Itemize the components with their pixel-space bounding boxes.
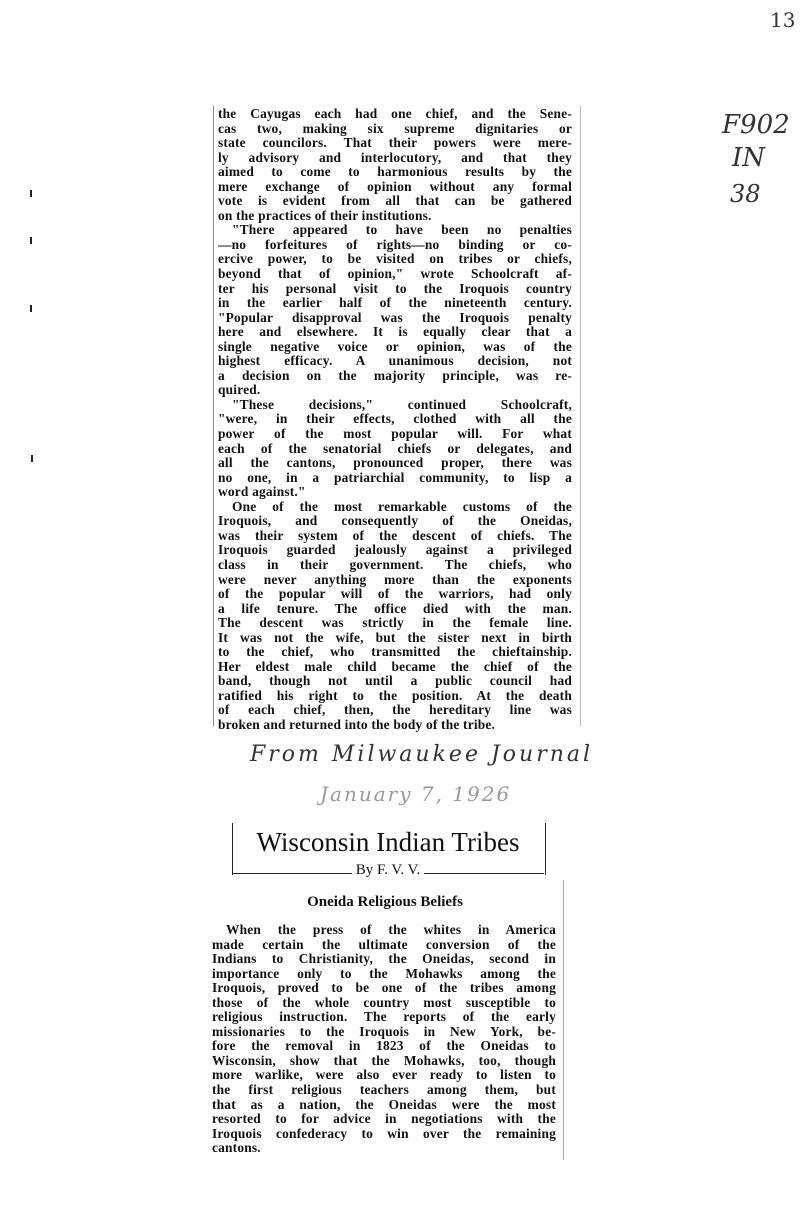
text-line: fore the removal in 1823 of the Oneidas to <box>212 1039 556 1054</box>
scan-mark <box>30 190 32 197</box>
text-line: —no forfeitures of rights—no binding or co- <box>218 237 572 252</box>
upper-article <box>218 107 572 733</box>
text-line: Iroquois, proved to be one of the tribes among <box>212 981 556 996</box>
catalog-note-1: F902 <box>722 110 790 140</box>
text-line: ercive power, to be visited on tribes or chiefs, <box>218 252 572 267</box>
page-number: 13 <box>770 8 796 32</box>
text-line: Iroquois, and consequently of the Oneidas, <box>218 514 572 529</box>
text-line: single negative voice or opinion, was of the <box>218 339 572 354</box>
text-line: power of the most popular will. For what <box>218 427 572 442</box>
text-line: a decision on the majority principle, was re- <box>218 368 572 383</box>
text-line: the first religious teachers among them, but <box>212 1083 556 1098</box>
handwritten-source: From Milwaukee Journal <box>250 742 594 767</box>
scan-mark <box>30 305 32 312</box>
scan-mark <box>30 237 32 244</box>
text-line: resorted to for advice in negotiations with the <box>212 1112 556 1127</box>
handwritten-date: January 7, 1926 <box>320 782 512 806</box>
text-line: broken and returned into the body of the tribe. <box>218 717 496 732</box>
text-line: One of the most remarkable customs of the <box>232 499 572 514</box>
column-rule <box>580 106 581 726</box>
text-line: those of the whole country most susceptible to <box>212 995 556 1010</box>
text-line: When the press of the whites in America <box>226 923 556 937</box>
text-line: ter his personal visit to the Iroquois country <box>218 281 572 296</box>
text-line: class in their government. The chiefs, who <box>218 557 572 572</box>
text-line: vote is evident from all that can be gathered <box>218 194 572 209</box>
text-line: mere exchange of opinion without any formal <box>218 179 572 194</box>
text-line: to the chief, who transmitted the chieftainship. <box>218 645 572 660</box>
text-line: highest efficacy. A unanimous decision, not <box>218 354 572 369</box>
text-line: quired. <box>218 383 261 398</box>
text-line: each of the senatorial chiefs or delegates, and <box>218 441 572 456</box>
text-line: made certain the ultimate conversion of the <box>212 937 556 952</box>
text-line: cantons. <box>212 1141 261 1156</box>
text-line: all the cantons, pronounced proper, there was <box>218 456 572 471</box>
text-line: word against." <box>218 485 306 500</box>
text-line: was their system of the descent of chiefs. The <box>218 528 572 543</box>
text-line: the Cayugas each had one chief, and the Sene- <box>218 107 572 121</box>
text-line: a life tenure. The office died with the man. <box>218 601 572 616</box>
text-line: were never anything more than the exponents <box>218 572 572 587</box>
text-line: ly advisory and interlocutory, and that they <box>218 150 572 165</box>
text-line: "There appeared to have been no penalties <box>232 223 572 238</box>
text-line: more warlike, were also ever ready to listen to <box>212 1068 556 1083</box>
text-line: "These decisions," continued Schoolcraft, <box>232 397 572 412</box>
article-subhead: Oneida Religious Beliefs <box>307 894 463 910</box>
text-line: It was not the wife, but the sister next in birth <box>218 630 572 645</box>
text-line: Wisconsin, show that the Mohawks, too, though <box>212 1053 556 1068</box>
article-title: Wisconsin Indian Tribes <box>256 827 520 857</box>
text-line: beyond that of opinion," wrote Schoolcraft af- <box>218 267 572 282</box>
text-line: The descent was strictly in the female line. <box>218 616 572 631</box>
text-line: missionaries to the Iroquois in New York, be- <box>212 1024 556 1039</box>
text-line: that as a nation, the Oneidas were the most <box>212 1097 556 1112</box>
column-rule <box>213 106 214 726</box>
text-line: ratified his right to the position. At the death <box>218 688 572 703</box>
text-line: cas two, making six supreme dignitaries or <box>218 121 572 136</box>
text-line: here and elsewhere. It is equally clear that a <box>218 325 572 340</box>
catalog-note-2: IN <box>732 143 766 173</box>
text-line: Indians to Christianity, the Oneidas, second in <box>212 952 556 967</box>
byline-text: By F. V. V. <box>352 862 424 878</box>
scan-mark <box>31 455 33 462</box>
text-line: Iroquois confederacy to win over the remaining <box>212 1126 556 1141</box>
text-line: no one, in a patriarchial community, to lisp a <box>218 470 572 485</box>
text-line: "Popular disapproval was the Iroquois penalty <box>218 310 572 325</box>
text-line: Her eldest male child became the chief of the <box>218 659 572 674</box>
text-line: state councilors. That their powers were mere- <box>218 136 572 151</box>
column-rule <box>563 880 564 1160</box>
lower-article <box>212 923 556 1156</box>
text-line: of the popular will of the warriors, had only <box>218 587 572 602</box>
text-line: "were, in their effects, clothed with all the <box>218 412 572 427</box>
text-line: band, though not until a public council had <box>218 674 572 689</box>
text-line: of each chief, then, the hereditary line was <box>218 703 572 718</box>
catalog-note-3: 38 <box>730 180 761 208</box>
text-line: aimed to come to harmonious results by the <box>218 165 572 180</box>
text-line: Iroquois guarded jealously against a privileged <box>218 543 572 558</box>
byline <box>232 862 544 879</box>
text-line: on the practices of their institutions. <box>218 208 432 223</box>
text-line: religious instruction. The reports of the early <box>212 1010 556 1025</box>
text-line: in the earlier half of the nineteenth century. <box>218 296 572 311</box>
text-line: importance only to the Mohawks among the <box>212 966 556 981</box>
